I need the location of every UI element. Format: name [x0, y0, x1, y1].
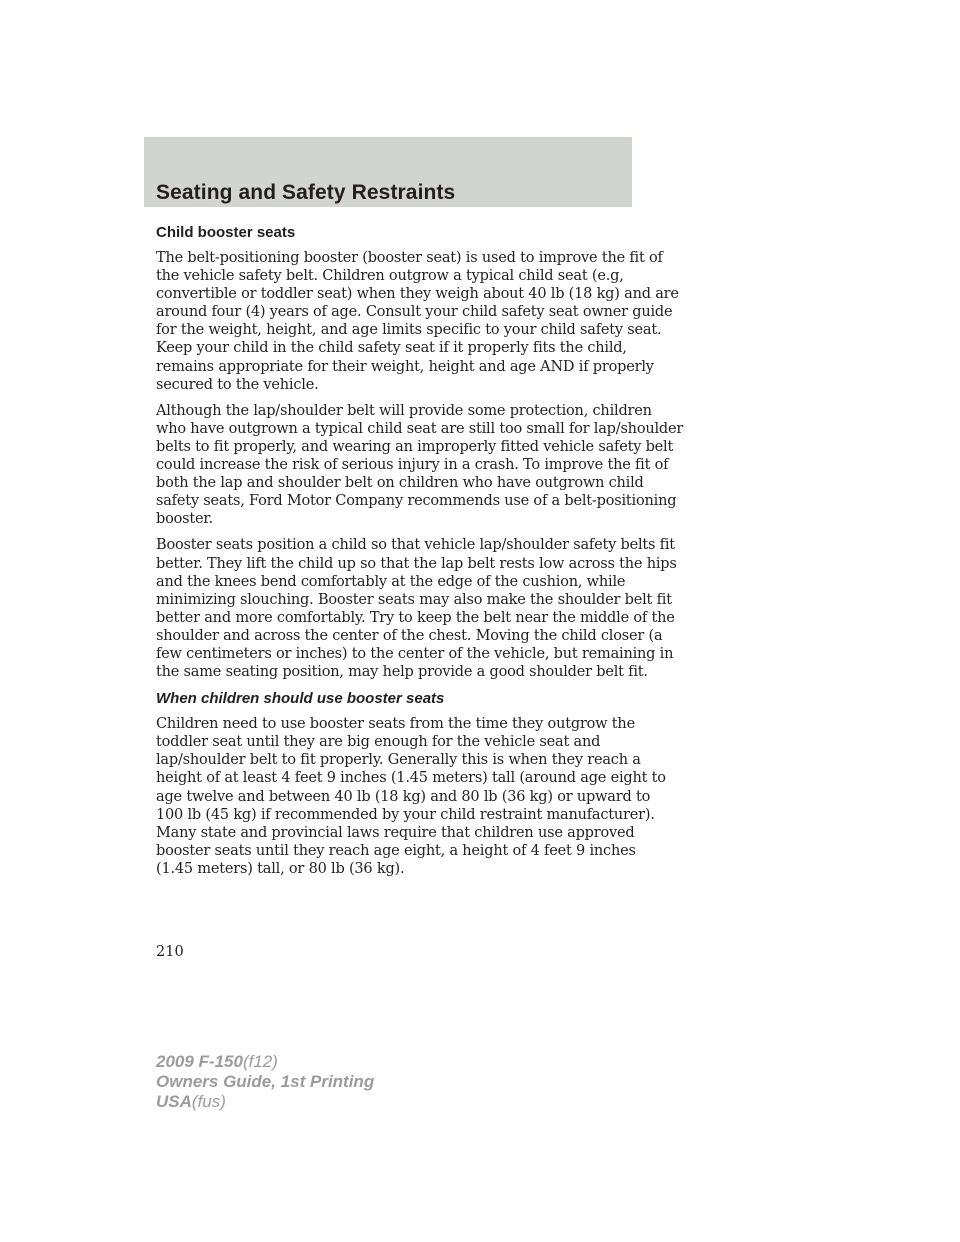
footer-model-code: (f12) — [242, 1052, 278, 1071]
paragraph-booster-intro — [156, 249, 679, 394]
text-line: the vehicle safety belt. Children outgrow a typical child seat (e.g, — [156, 268, 624, 285]
text-line: lap/shoulder belt to fit properly. Generally this is when they reach a — [156, 752, 641, 769]
text-line: for the weight, height, and age limits specific to your child safety seat. — [156, 322, 662, 339]
page-content — [156, 223, 684, 886]
text-line: both the lap and shoulder belt on children who have outgrown child — [156, 475, 644, 492]
footer-market: USA — [156, 1092, 192, 1111]
text-line: Although the lap/shoulder belt will provide some protection, children — [156, 402, 652, 419]
text-line: minimizing slouching. Booster seats may also make the shoulder belt fit — [156, 591, 672, 608]
paragraph-booster-position — [156, 536, 677, 681]
text-line: (1.45 meters) tall, or 80 lb (36 kg). — [156, 860, 405, 877]
footer-edition: Owners Guide, 1st Printing — [156, 1072, 375, 1091]
paragraph-lap-shoulder-belt — [156, 402, 684, 529]
text-line: better and more comfortably. Try to keep the belt near the middle of the — [156, 609, 675, 626]
paragraph-when-to-use — [156, 715, 666, 878]
text-line: who have outgrown a typical child seat are still too small for lap/shoulder — [156, 420, 684, 437]
text-line: height of at least 4 feet 9 inches (1.45 meters) tall (around age eight to — [156, 770, 666, 787]
text-line: few centimeters or inches) to the center of the vehicle, but remaining in — [156, 645, 674, 662]
page-number: 210 — [156, 944, 184, 960]
section-title: Seating and Safety Restraints — [156, 181, 456, 204]
print-footer — [156, 1052, 374, 1112]
text-line: Booster seats position a child so that vehicle lap/shoulder safety belts fit — [156, 537, 675, 554]
footer-model: 2009 F-150 — [156, 1052, 243, 1071]
text-line: booster. — [156, 511, 213, 528]
text-line: could increase the risk of serious injury in a crash. To improve the fit of — [156, 457, 669, 474]
text-line: The belt-positioning booster (booster seat) is used to improve the fit of — [156, 250, 663, 266]
text-line: secured to the vehicle. — [156, 376, 319, 393]
footer-market-code: (fus) — [191, 1092, 226, 1111]
footer-line-market — [156, 1092, 374, 1112]
text-line: toddler seat until they are big enough for the vehicle seat and — [156, 734, 601, 751]
text-line: Children need to use booster seats from the time they outgrow the — [156, 716, 635, 733]
text-line: and the knees bend comfortably at the edge of the cushion, while — [156, 573, 626, 590]
text-line: age twelve and between 40 lb (18 kg) and 80 lb (36 kg) or upward to — [156, 788, 651, 805]
subheading-when-to-use: When children should use booster seats — [156, 690, 445, 708]
heading-child-booster-seats: Child booster seats — [156, 224, 296, 241]
text-line: remains appropriate for their weight, height and age AND if properly — [156, 358, 654, 375]
text-line: Many state and provincial laws require that children use approved — [156, 824, 635, 841]
text-line: convertible or toddler seat) when they weigh about 40 lb (18 kg) and are — [156, 286, 679, 303]
text-line: Keep your child in the child safety seat if it properly fits the child, — [156, 340, 627, 357]
text-line: the same seating position, may help provide a good shoulder belt fit. — [156, 664, 648, 681]
text-line: belts to fit properly, and wearing an improperly fitted vehicle safety belt — [156, 438, 674, 455]
text-line: better. They lift the child up so that the lap belt rests low across the hips — [156, 555, 677, 572]
text-line: around four (4) years of age. Consult your child safety seat owner guide — [156, 304, 673, 321]
text-line: booster seats until they reach age eight, a height of 4 feet 9 inches — [156, 842, 636, 859]
footer-line-model — [156, 1052, 374, 1072]
text-line: safety seats, Ford Motor Company recommends use of a belt-positioning — [156, 493, 677, 510]
text-line: shoulder and across the center of the chest. Moving the child closer (a — [156, 627, 663, 644]
text-line: 100 lb (45 kg) if recommended by your child restraint manufacturer). — [156, 806, 655, 823]
